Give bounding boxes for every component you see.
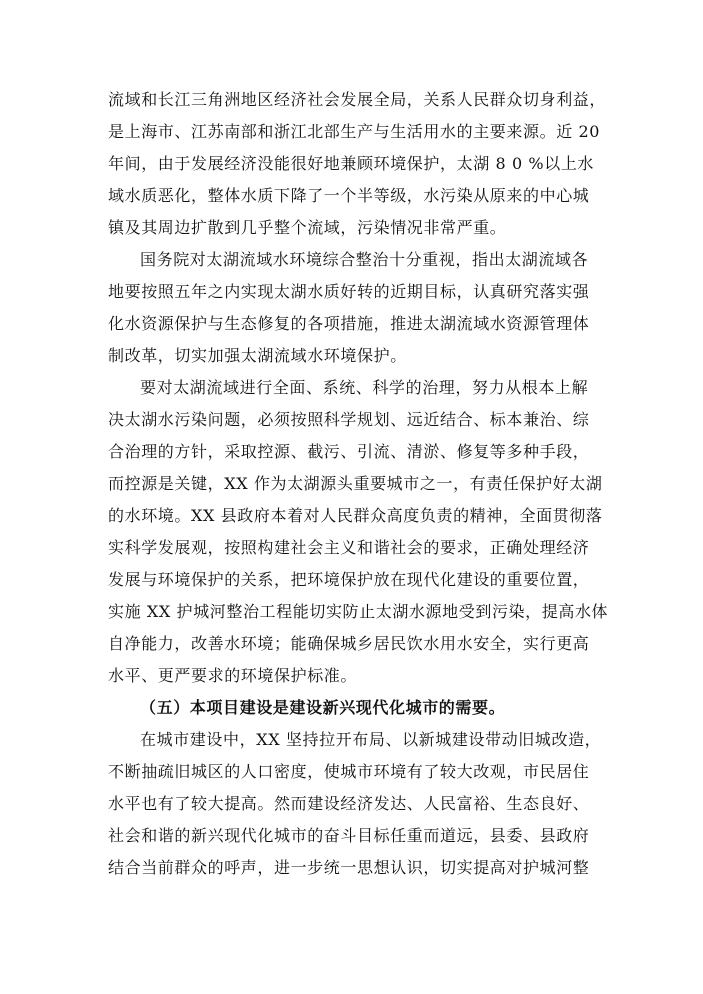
text-line-first: 要对太湖流域进行全面、系统、科学的治理，努力从根本上解 xyxy=(140,378,589,397)
paragraph-governance xyxy=(108,372,609,692)
text-line: 是上海市、江苏南部和浙江北部生产与生活用水的主要来源。近 20 xyxy=(108,122,601,141)
text-line: 合治理的方针，采取控源、截污、引流、清淤、修复等多种手段， xyxy=(108,442,590,461)
text-line: 决太湖水污染问题，必须按照科学规划、远近结合、标本兼治、综 xyxy=(108,410,590,429)
text-line-first: 国务院对太湖流域水环境综合整治十分重视，指出太湖流域各 xyxy=(140,250,589,269)
text-line: 镇及其周边扩散到几乎整个流域，污染情况非常严重。 xyxy=(108,218,507,237)
text-line: 化水资源保护与生态修复的各项措施，推进太湖流域水资源管理体 xyxy=(108,314,590,333)
paragraph-state-council xyxy=(108,244,598,372)
text-line: 制改革，切实加强太湖流域水环境保护。 xyxy=(108,346,407,365)
text-line: 发展与环境保护的关系，把环境保护放在现代化建设的重要位置， xyxy=(108,570,590,589)
text-line: 实施 XX 护城河整治工程能切实防止太湖水源地受到污染，提高水体 xyxy=(108,602,609,621)
text-line: 水平也有了较大提高。然而建设经济发达、人民富裕、生态良好、 xyxy=(108,794,590,813)
text-line: 社会和谐的新兴现代化城市的奋斗目标任重而道远，县委、县政府 xyxy=(108,826,590,845)
text-line: 结合当前群众的呼声，进一步统一思想认识，切实提高对护城河整 xyxy=(108,858,590,877)
section-heading-five xyxy=(108,692,598,724)
text-line: 流域和长江三角洲地区经济社会发展全局，关系人民群众切身利益， xyxy=(108,90,607,109)
paragraph-city-construction xyxy=(108,724,602,884)
text-line: 域水质恶化，整体水质下降了一个半等级，水污染从原来的中心城 xyxy=(108,186,590,205)
text-line: 的水环境。XX 县政府本着对人民群众高度负责的精神，全面贯彻落 xyxy=(108,506,603,525)
text-line: 年间，由于发展经济没能很好地兼顾环境保护，太湖 8 0 %以上水 xyxy=(108,154,595,173)
text-line: 而控源是关键，XX 作为太湖源头重要城市之一，有责任保护好太湖 xyxy=(108,474,603,493)
paragraph-water-source xyxy=(108,84,607,244)
text-line: 自净能力，改善水环境；能确保城乡居民饮水用水安全，实行更高 xyxy=(108,634,590,653)
text-line: 不断抽疏旧城区的人口密度，使城市环境有了较大改观，市民居住 xyxy=(108,762,590,781)
text-line: 地要按照五年之内实现太湖水质好转的近期目标，认真研究落实强 xyxy=(108,282,590,301)
text-line: 水平、更严要求的环境保护标准。 xyxy=(108,666,358,685)
section-heading: （五）本项目建设是建设新兴现代化城市的需要。 xyxy=(140,698,506,717)
text-line: 实科学发展观，按照构建社会主义和谐社会的要求，正确处理经济 xyxy=(108,538,590,557)
text-line-first: 在城市建设中，XX 坚持拉开布局、以新城建设带动旧城改造， xyxy=(140,730,602,749)
document-body xyxy=(108,84,609,884)
